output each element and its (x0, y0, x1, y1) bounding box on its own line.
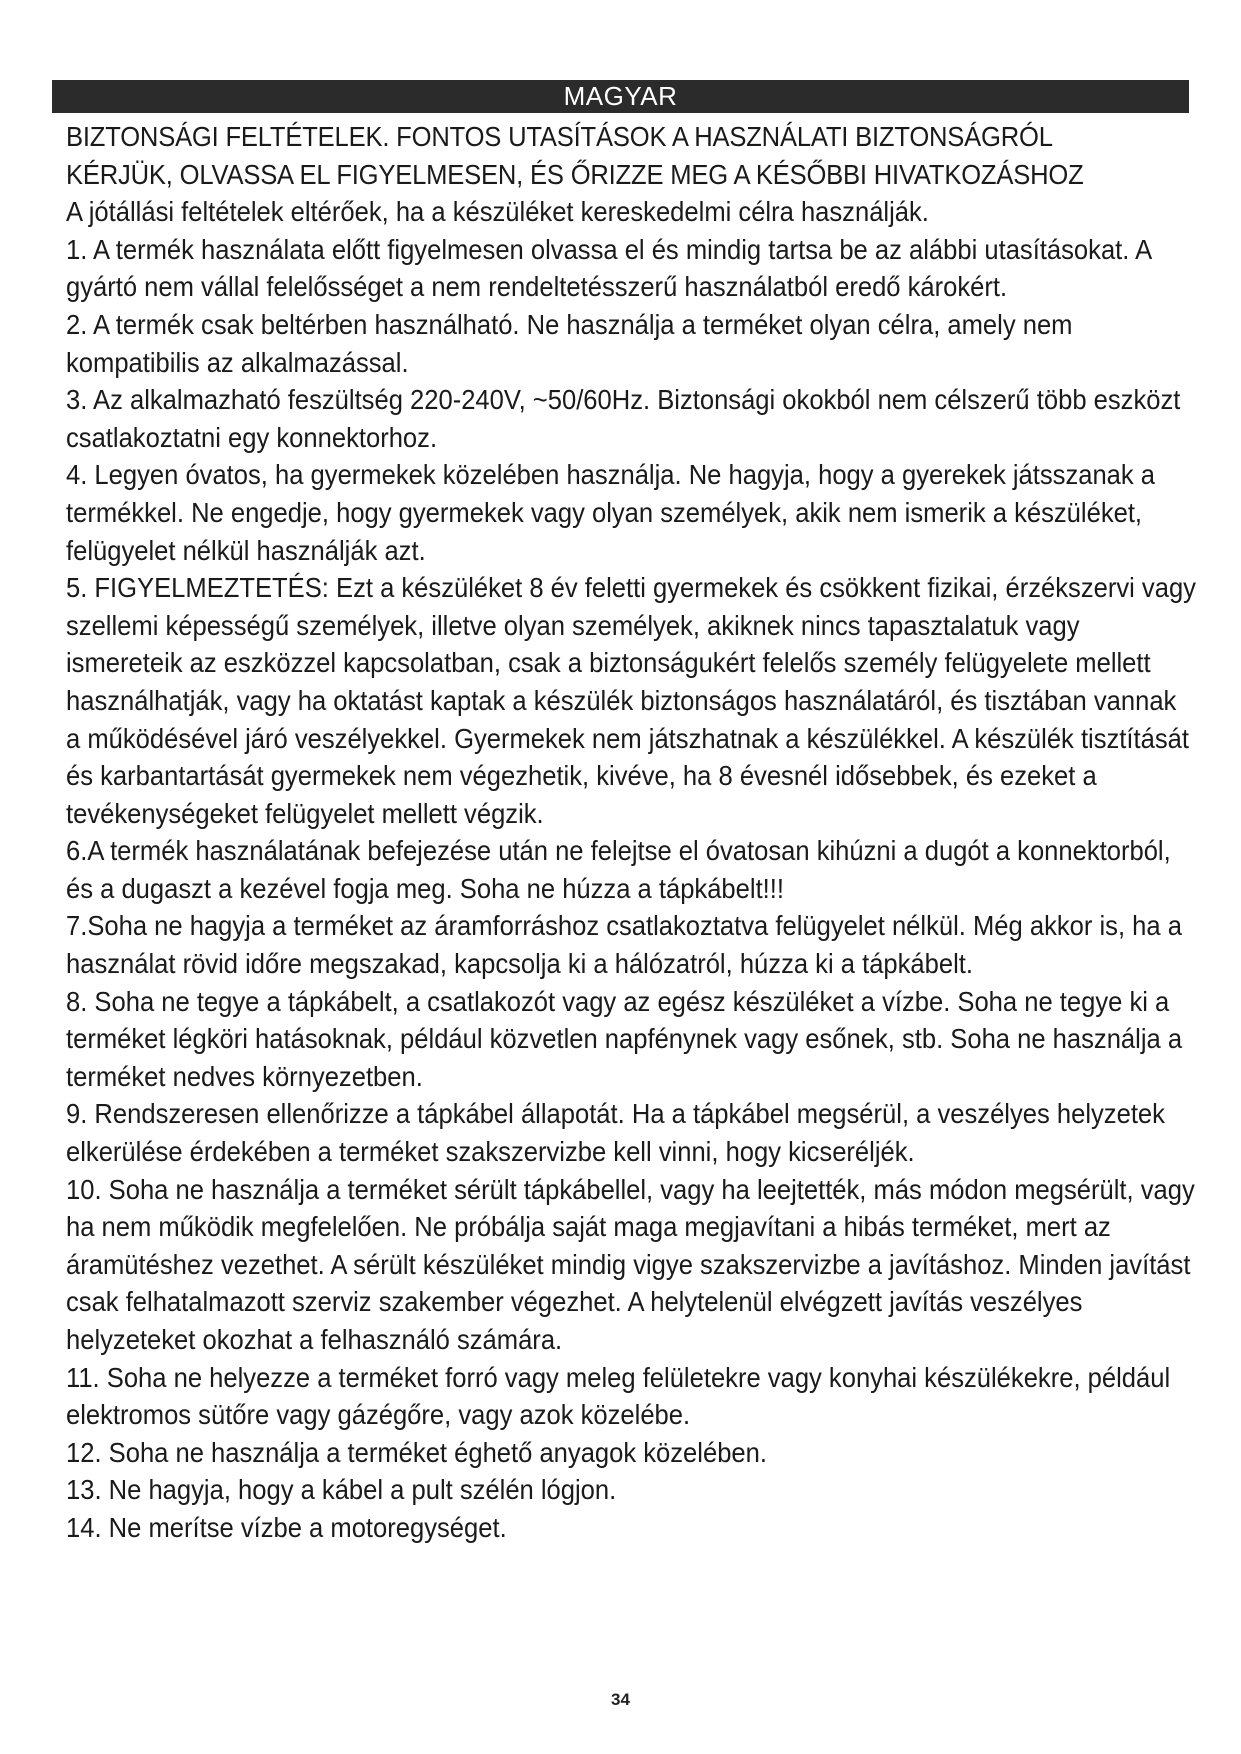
list-item: 13. Ne hagyja, hogy a kábel a pult szélén lógjon. (66, 1474, 617, 1506)
intro-text: A jótállási feltételek eltérőek, ha a készüléket kereskedelmi célra használják. (66, 196, 929, 228)
list-item: 2. A termék csak beltérben használható. Ne használja a terméket olyan célra, amely nem kompatibilis az alkalmazással. (66, 308, 1073, 378)
list-item: 14. Ne merítse vízbe a motoregységet. (66, 1511, 507, 1543)
list-item: 11. Soha ne helyezze a terméket forró vagy meleg felületekre vagy konyhai készülékekre, például elektromos sütőre vagy gázégőre, vagy azok közelébe. (66, 1361, 1171, 1431)
title-line-1: BIZTONSÁGI FELTÉTELEK. FONTOS UTASÍTÁSOK A HASZNÁLATI BIZTONSÁGRÓL (66, 121, 1053, 152)
list-item: 3. Az alkalmazható feszültség 220-240V, ~50/60Hz. Biztonsági okokból nem célszerű több eszközt csatlakoztatni egy konnektorhoz. (66, 384, 1181, 453)
list-item: 5. FIGYELMEZTETÉS: Ezt a készüléket 8 év feletti gyermekek és csökkent fizikai, érzékszervi vagy szellemi képességű személyek, illetve olyan személyek, akiknek nincs tapasztalatuk vagy ismereteik az eszközzel kapcsolatban, csak a biztonságukért felelős személy felügyelete mellett használhatják, vagy ha oktatást kaptak a készülék biztonságos használatáról, és tisztában vannak a működésével járó veszélyekkel. Gyermekek nem játszhatnak a készülékkel. A készülék tisztítását és karbantartását gyermekek nem végezhetik, kivéve, ha 8 évesnél idősebbek, és ezeket a tevékenységeket felügyelet mellett végzik. (66, 572, 1196, 829)
list-item: 9. Rendszeresen ellenőrizze a tápkábel állapotát. Ha a tápkábel megsérül, a veszélyes helyzetek elkerülése érdekében a terméket szakszervizbe kell vinni, hogy kicseréljék. (66, 1098, 1165, 1168)
list-item: 12. Soha ne használja a terméket éghető anyagok közelében. (66, 1436, 767, 1468)
safety-instructions (66, 118, 1196, 1547)
list-item: 7.Soha ne hagyja a terméket az áramforráshoz csatlakoztatva felügyelet nélkül. Még akkor is, ha a használat rövid időre megszakad, kapcsolja ki a hálózatról, húzza ki a tápkábelt. (66, 910, 1182, 980)
list-item: 10. Soha ne használja a terméket sérült tápkábellel, vagy ha leejtették, más módon megsérült, vagy ha nem működik megfelelően. Ne próbálja saját maga megjavítani a hibás terméket, mert az áramütéshez vezethet. A sérült készüléket mindig vigye szakszervizbe a javításhoz. Minden javítást csak felhatalmazott szerviz szakember végezhet. A helytelenül elvégzett javítás veszélyes helyzeteket okozhat a felhasználó számára. (66, 1173, 1195, 1355)
list-item: 4. Legyen óvatos, ha gyermekek közelében használja. Ne hagyja, hogy a gyerekek játsszanak a termékkel. Ne engedje, hogy gyermekek vagy olyan személyek, akik nem ismerik a készüléket, felügyelet nélkül használják azt. (66, 459, 1156, 566)
list-item: 8. Soha ne tegye a tápkábelt, a csatlakozót vagy az egész készüléket a vízbe. Soha ne tegye ki a terméket légköri hatásoknak, például közvetlen napfénynek vagy esőnek, stb. Soha ne használja a terméket nedves környezetben. (66, 985, 1183, 1092)
page-number: 34 (611, 1690, 630, 1709)
title-line-2: KÉRJÜK, OLVASSA EL FIGYELMESEN, ÉS ŐRIZZE MEG A KÉSŐBBI HIVATKOZÁSHOZ (66, 158, 1084, 190)
list-item: 6.A termék használatának befejezése után ne felejtse el óvatosan kihúzni a dugót a konnektorból, és a dugaszt a kezével fogja meg. Soha ne húzza a tápkábelt!!! (66, 835, 1171, 904)
language-header: MAGYAR (52, 80, 1189, 113)
list-item: 1. A termék használata előtt figyelmesen olvassa el és mindig tartsa be az alábbi utasításokat. A gyártó nem vállal felelősséget a nem rendeltetésszerű használatból eredő károkért. (66, 233, 1151, 303)
